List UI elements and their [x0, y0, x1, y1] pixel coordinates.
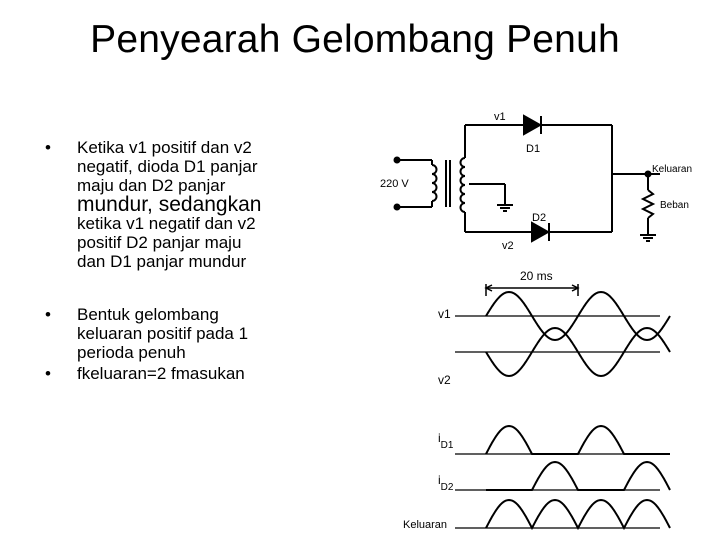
bullet-line: maju dan D2 panjar — [77, 176, 226, 195]
bullet-line: dan D1 panjar mundur — [77, 252, 247, 271]
secondary-coil — [461, 158, 466, 212]
d2-label: D2 — [532, 212, 547, 224]
bullet-line: negatif, dioda D1 panjar — [77, 157, 258, 176]
period-label: 20 ms — [520, 269, 553, 283]
waveform-label-id1: $i_{D1}$ — [438, 431, 454, 451]
primary-coil — [432, 165, 437, 201]
load-resistor-symbol — [643, 190, 653, 218]
period-marker — [486, 284, 578, 296]
bullet-line: fkeluaran=2 fmasukan — [77, 364, 245, 383]
d1-label: D1 — [526, 143, 541, 155]
source-voltage-label: 220 V — [380, 178, 409, 190]
bullet-symbol: • — [45, 305, 51, 324]
waveform-label-out: Keluaran — [403, 519, 448, 531]
waveform-id2 — [486, 462, 670, 490]
waveform-label-id2: $i_{D2}$ — [438, 473, 454, 493]
waveform-id1 — [486, 426, 670, 454]
bullet-line: Ketika v1 positif dan v2 — [77, 138, 252, 157]
bullet-line: positif D2 panjar maju — [77, 233, 242, 252]
v1-label: v1 — [494, 111, 506, 123]
source-terminal-top — [395, 158, 400, 163]
source-terminal-bottom — [395, 205, 400, 210]
waveform-out — [486, 500, 670, 528]
bullet-line: mundur, sedangkan — [77, 193, 262, 216]
bullet-line: perioda penuh — [77, 343, 186, 362]
diode-d2-symbol — [532, 223, 548, 241]
rectifier-circuit — [395, 116, 661, 241]
bullet-line: ketika v1 negatif dan v2 — [77, 214, 256, 233]
waveform-diagram — [403, 269, 670, 531]
output-label: Keluaran — [652, 164, 693, 175]
bullet-symbol: • — [45, 364, 51, 383]
v2-label: v2 — [502, 240, 514, 252]
slide-title: Penyearah Gelombang Penuh — [90, 18, 620, 61]
waveform-label-v2: v2 — [438, 373, 451, 387]
waveform-label-subscript: D2 — [440, 482, 454, 493]
waveform-label-v1: v1 — [438, 307, 451, 321]
bullet-symbol: • — [45, 138, 51, 157]
waveform-label-subscript: D1 — [440, 440, 454, 451]
bullet-line: Bentuk gelombang — [77, 305, 219, 324]
bullet-line: keluaran positif pada 1 — [77, 324, 249, 343]
load-label: Beban — [660, 200, 689, 211]
diode-d1-symbol — [524, 116, 540, 134]
waveform-rows — [403, 292, 670, 531]
